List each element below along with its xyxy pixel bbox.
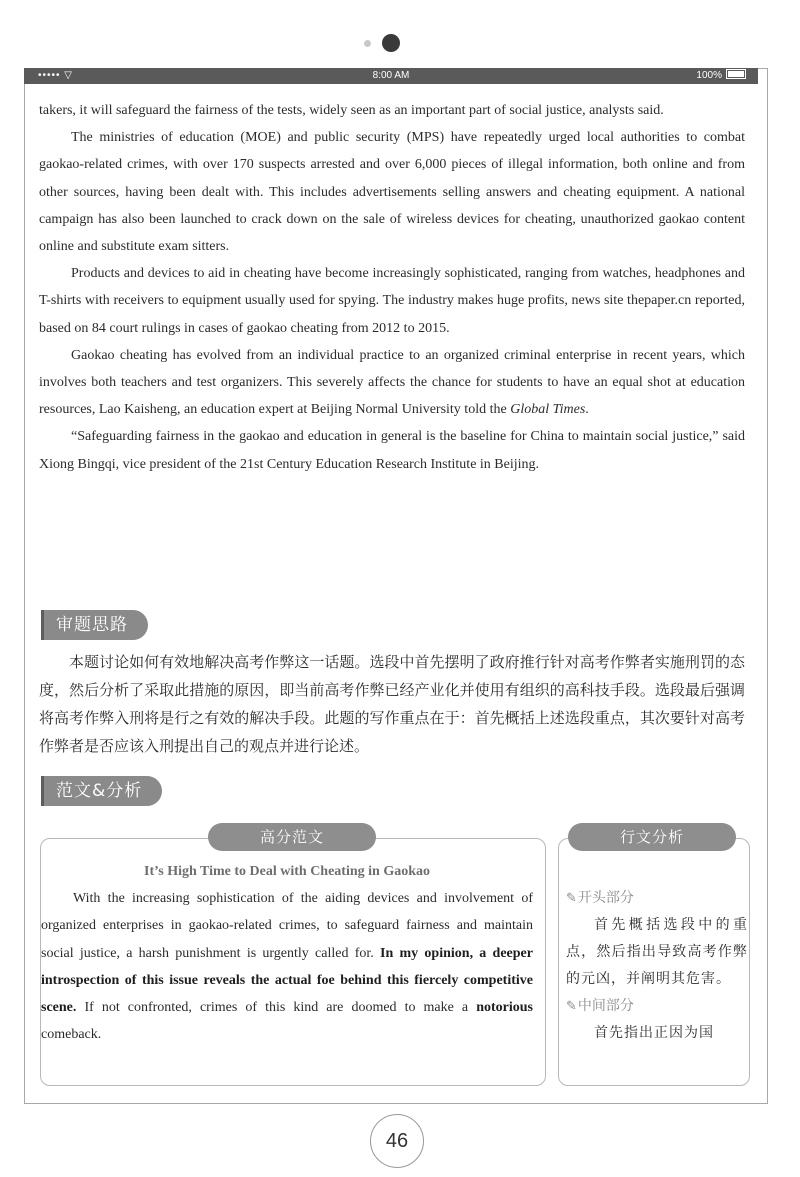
section-heading-review-approach: 审题思路 [44, 610, 148, 640]
writing-analysis [566, 885, 748, 1047]
status-bar [24, 68, 758, 84]
analysis-heading-label: 开头部分 [577, 890, 634, 906]
review-approach-text [39, 648, 745, 760]
essay-text-run: With the increasing sophistication of the aiding devices and involvement of organized enterprises in gaokao-related crimes, to safeguard fairness and maintain social justice, a harsh punishment is urgently called for. [41, 891, 533, 961]
page-dot-inactive[interactable] [364, 40, 371, 47]
essay-highlight: notorious [476, 1000, 533, 1016]
model-essay [41, 858, 533, 1048]
article-text [39, 97, 745, 478]
battery-icon [726, 69, 746, 79]
article-text-run: Gaokao cheating has evolved from an individual practice to an organized criminal enterprise in recent years, which involves both teachers and test organizers. This severely affects the chance for students to have an equal shot at education resources, Lao Kaisheng, an education expert at Beijing Normal University told the [39, 347, 745, 418]
essay-highlight: In my opinion, a deeper introspection of this issue reveals the actual foe behind this fiercely competitive scene. [41, 945, 533, 1016]
essay-text-run: comeback. [41, 1027, 102, 1043]
analysis-heading-middle [566, 993, 748, 1020]
article-paragraph: Products and devices to aid in cheating have become increasingly sophisticated, ranging from watches, headphones and T-shirts with receivers to equipment usually used for spying. The industry makes huge profits, news site thepaper.cn reported, based on 84 court rulings in cases of gaokao cheating from 2012 to 2015. [39, 266, 745, 336]
analysis-text-opening: 首先概括选段中的重点，然后指出导致高考作弊的元凶，并阐明其危害。 [566, 917, 748, 987]
page-dot-active[interactable] [382, 34, 400, 52]
pencil-icon: ✎ [566, 999, 577, 1014]
section-heading-model-essay: 范文&分析 [44, 776, 162, 806]
review-approach-paragraph: 本题讨论如何有效地解决高考作弊这一话题。选段中首先摆明了政府推行针对高考作弊者实施刑罚的态度，然后分析了采取此措施的原因，即当前高考作弊已经产业化并使用有组织的高科技手段。选段最后强调将高考作弊入刑将是行之有效的解决手段。此题的写作重点在于：首先概括上述选段重点，其次要针对高考作弊者是否应该入刑提出自己的观点并进行论述。 [39, 653, 745, 755]
analysis-heading-label: 中间部分 [577, 998, 634, 1014]
clock: 8:00 AM [372, 70, 410, 81]
article-paragraph: “Safeguarding fairness in the gaokao and education in general is the baseline for China to maintain social justice,” said Xiong Bingqi, vice president of the 21st Century Education Research Institute in Beijing. [39, 429, 745, 472]
page-number: 46 [370, 1114, 424, 1168]
article-paragraph: takers, it will safeguard the fairness of the tests, widely seen as an important part of social justice, analysts said. [39, 103, 664, 118]
article-paragraph: Gaokao cheating has evolved from an individual practice to an organized criminal enterprise in recent years, which involves both teachers and test organizers. This severely affects the chance for students to have an equal shot at education resources, Lao Kaisheng, an education expert at Beijing Normal University told the Global Times. [39, 347, 745, 418]
analysis-text-middle: 首先指出正因为国 [594, 1025, 714, 1041]
essay-paragraph [41, 885, 533, 1048]
page-indicator [360, 34, 420, 54]
pencil-icon: ✎ [566, 891, 577, 906]
battery-status [696, 68, 746, 84]
signal-indicator: ••••• ▽ [38, 70, 73, 81]
publication-name: Global Times [510, 402, 586, 418]
battery-label: 100% [696, 70, 722, 81]
essay-text-run: If not confronted, crimes of this kind are doomed to make a [76, 1000, 477, 1016]
model-essay-label: 高分范文 [208, 823, 376, 851]
writing-analysis-label: 行文分析 [568, 823, 736, 851]
essay-title: It’s High Time to Deal with Cheating in Gaokao [144, 864, 430, 879]
analysis-heading-opening [566, 885, 748, 912]
article-paragraph: The ministries of education (MOE) and public security (MPS) have repeatedly urged local authorities to combat gaokao-related crimes, with over 170 suspects arrested and over 6,000 pieces of illegal information, both online and from other sources, having been dealt with. This includes advertisements selling answers and cheating equipment. A national campaign has also been launched to crack down on the sale of wireless devices for cheating, unauthorized gaokao content online and substitute exam sitters. [39, 130, 745, 255]
